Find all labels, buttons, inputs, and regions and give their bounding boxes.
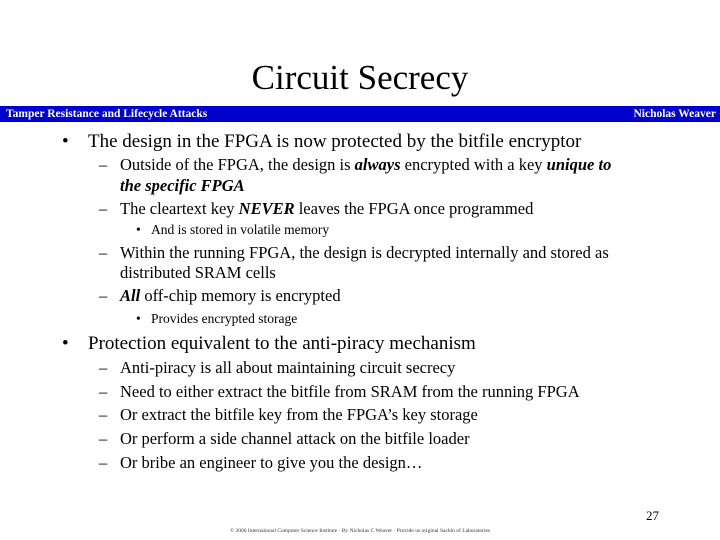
sub-bullet-2-4: Or perform a side channel attack on the bitfile loader — [120, 429, 470, 448]
dash-marker: – — [99, 199, 108, 218]
emphasis-text: All — [120, 286, 141, 305]
dash-marker: – — [99, 243, 108, 262]
slide-title: Circuit Secrecy — [251, 58, 469, 97]
header-right-text: Nicholas Weaver — [633, 108, 716, 120]
sub-bullet-1-4 — [120, 286, 341, 306]
sub-bullet-2-3: Or extract the bitfile key from the FPGA’s key storage — [120, 405, 478, 424]
sub-bullet-1-1-cont: the specific FPGA — [120, 176, 245, 195]
text-segment: The cleartext key — [120, 199, 239, 218]
dash-marker: – — [99, 286, 108, 305]
dash-marker: – — [99, 155, 108, 174]
bullet-marker: • — [62, 333, 69, 354]
bullet-marker: • — [62, 131, 69, 152]
emphasis-text: always — [354, 155, 401, 174]
sub-sub-bullet-1-4-1: Provides encrypted storage — [151, 311, 298, 326]
sub-bullet-1-2 — [120, 199, 533, 219]
bullet-marker: • — [136, 311, 141, 326]
sub-bullet-2-5: Or bribe an engineer to give you the design… — [120, 453, 423, 472]
page-number: 27 — [646, 508, 659, 523]
dash-marker: – — [99, 453, 108, 472]
dash-marker: – — [99, 429, 108, 448]
sub-bullet-1-3: Within the running FPGA, the design is decrypted internally and stored as — [120, 243, 609, 262]
bullet-2-text: Protection equivalent to the anti-piracy mechanism — [88, 333, 476, 354]
header-left-text: Tamper Resistance and Lifecycle Attacks — [6, 108, 208, 120]
bullet-marker: • — [136, 222, 141, 237]
footer-copyright: © 2006 International Computer Science Institute · By Nicholas C Weaver · Provide us original Sachin of Laboratories — [229, 528, 491, 534]
text-segment: off-chip memory is encrypted — [140, 286, 341, 305]
sub-bullet-2-2: Need to either extract the bitfile from SRAM from the running FPGA — [120, 382, 580, 401]
sub-bullet-1-1 — [120, 155, 611, 175]
sub-bullet-2-1: Anti-piracy is all about maintaining circuit secrecy — [120, 358, 456, 377]
text-segment: Outside of the FPGA, the design is — [120, 155, 355, 174]
bullet-1-text: The design in the FPGA is now protected by the bitfile encryptor — [88, 131, 582, 152]
sub-sub-bullet-1-2-1: And is stored in volatile memory — [151, 222, 330, 237]
dash-marker: – — [99, 382, 108, 401]
sub-bullet-1-3-cont: distributed SRAM cells — [120, 263, 276, 282]
dash-marker: – — [99, 358, 108, 377]
dash-marker: – — [99, 405, 108, 424]
text-segment: encrypted with a key — [400, 155, 547, 174]
text-segment: leaves the FPGA once programmed — [294, 199, 534, 218]
emphasis-text: unique to — [546, 155, 612, 174]
emphasis-text: NEVER — [238, 199, 295, 218]
